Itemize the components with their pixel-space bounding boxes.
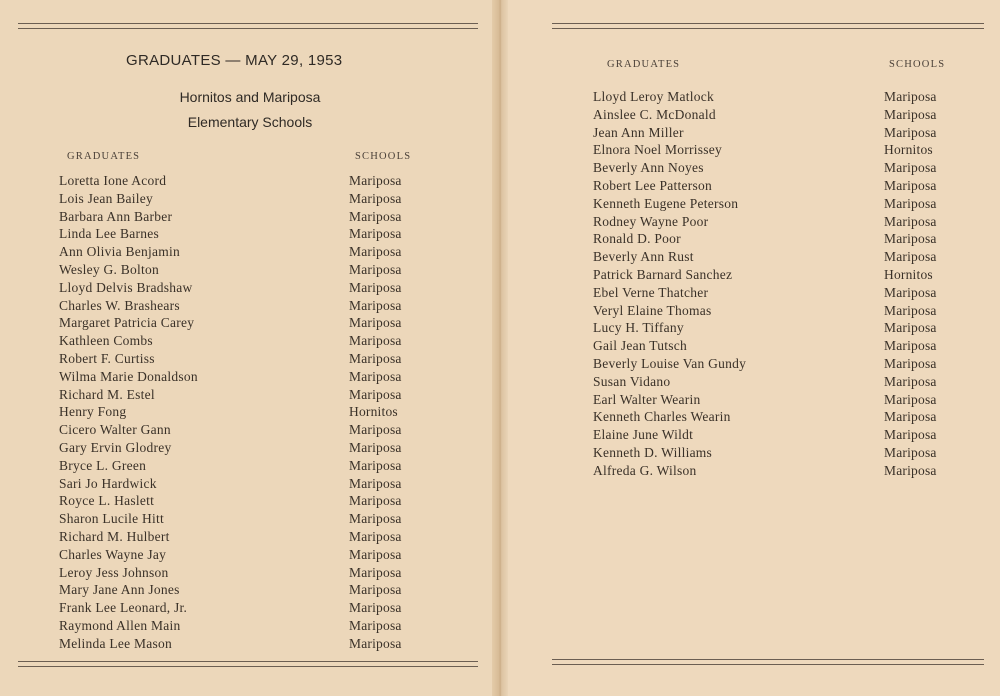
graduate-row [593, 141, 963, 159]
graduate-school: Mariposa [349, 350, 402, 366]
graduate-school: Mariposa [349, 173, 402, 188]
graduate-name: Frank Lee Leonard, Jr. [59, 600, 188, 616]
graduate-name: Rodney Wayne Poor [593, 213, 709, 229]
graduate-row [593, 177, 963, 195]
graduate-name: Cicero Walter Gann [59, 422, 171, 438]
graduate-school: Mariposa [884, 177, 937, 193]
graduate-school: Mariposa [349, 493, 402, 509]
graduate-school: Mariposa [349, 564, 402, 580]
graduate-name: Beverly Ann Noyes [593, 160, 704, 176]
graduate-school: Mariposa [349, 386, 402, 402]
graduate-name: Wesley G. Bolton [59, 261, 160, 277]
graduate-school: Hornitos [884, 142, 933, 158]
graduate-name: Lois Jean Bailey [59, 190, 153, 206]
graduate-name: Loretta Ione Acord [59, 173, 167, 188]
graduate-school: Mariposa [349, 190, 402, 206]
graduate-school: Mariposa [349, 261, 402, 277]
graduate-list-left [59, 172, 419, 653]
graduate-school: Mariposa [884, 124, 937, 140]
graduate-name: Mary Jane Ann Jones [59, 582, 180, 598]
graduate-row [59, 599, 419, 617]
graduate-school: Mariposa [884, 106, 937, 122]
graduate-school: Mariposa [349, 457, 402, 473]
graduate-row [59, 386, 419, 404]
graduate-name: Sharon Lucile Hitt [59, 511, 164, 527]
graduate-school: Mariposa [349, 226, 402, 242]
graduate-name: Jean Ann Miller [593, 124, 684, 140]
graduate-name: Richard M. Hulbert [59, 528, 170, 544]
graduate-name: Earl Walter Wearin [593, 391, 701, 407]
graduate-row [59, 332, 419, 350]
graduate-school: Mariposa [349, 582, 402, 598]
graduate-row [59, 546, 419, 564]
graduate-name: Kathleen Combs [59, 333, 153, 349]
graduate-school: Mariposa [884, 338, 937, 354]
graduate-row [59, 225, 419, 243]
graduate-row [593, 426, 963, 444]
graduate-row [593, 248, 963, 266]
graduate-name: Ann Olivia Benjamin [59, 244, 180, 260]
graduate-school: Mariposa [349, 617, 402, 633]
graduate-name: Elnora Noel Morrissey [593, 142, 722, 158]
book-gutter [492, 0, 508, 696]
graduate-school: Mariposa [884, 284, 937, 300]
graduate-row [593, 408, 963, 426]
graduate-name: Raymond Allen Main [59, 617, 181, 633]
graduate-school: Mariposa [884, 249, 937, 265]
graduate-row [593, 88, 963, 106]
graduate-school: Mariposa [884, 391, 937, 407]
graduate-name: Ainslee C. McDonald [593, 106, 716, 122]
graduate-school: Mariposa [349, 297, 402, 313]
graduate-name: Elaine June Wildt [593, 427, 694, 443]
graduate-row [59, 457, 419, 475]
graduate-row [59, 403, 419, 421]
graduate-name: Melinda Lee Mason [59, 635, 172, 651]
graduate-row [59, 208, 419, 226]
graduate-school: Mariposa [349, 439, 402, 455]
subtitle-line-1: Hornitos and Mariposa [179, 89, 321, 105]
graduate-row [59, 243, 419, 261]
graduate-name: Wilma Marie Donaldson [59, 368, 198, 384]
graduate-name: Alfreda G. Wilson [593, 462, 697, 478]
graduate-school: Mariposa [884, 355, 937, 371]
graduate-name: Veryl Elaine Thomas [593, 302, 712, 318]
graduate-name: Beverly Louise Van Gundy [593, 355, 747, 371]
graduate-school: Mariposa [349, 475, 402, 491]
graduate-school: Mariposa [884, 89, 937, 104]
graduate-school: Mariposa [349, 279, 402, 295]
graduates-column-header: GRADUATES [67, 151, 141, 162]
graduate-row [593, 124, 963, 142]
graduate-row [593, 462, 963, 480]
graduate-school: Mariposa [884, 409, 937, 425]
graduate-name: Gail Jean Tutsch [593, 338, 688, 354]
graduate-row [593, 391, 963, 409]
graduate-name: Royce L. Haslett [59, 493, 155, 509]
graduate-row [593, 106, 963, 124]
schools-column-header: SCHOOLS [355, 151, 412, 162]
graduate-school: Mariposa [884, 427, 937, 443]
graduate-row [59, 439, 419, 457]
graduate-school: Mariposa [349, 511, 402, 527]
graduate-row [59, 564, 419, 582]
graduate-name: Sari Jo Hardwick [59, 475, 157, 491]
graduate-row [59, 492, 419, 510]
graduate-name: Robert F. Curtiss [59, 350, 155, 366]
graduate-row [59, 261, 419, 279]
graduate-school: Mariposa [884, 462, 937, 478]
graduate-name: Leroy Jess Johnson [59, 564, 169, 580]
graduate-name: Beverly Ann Rust [593, 249, 694, 265]
graduate-name: Charles Wayne Jay [59, 546, 167, 562]
graduate-school: Mariposa [884, 444, 937, 460]
bottom-double-rule [552, 659, 984, 665]
graduate-name: Lloyd Leroy Matlock [593, 89, 714, 104]
schools-column-header: SCHOOLS [889, 59, 946, 70]
graduate-row [59, 635, 419, 653]
graduate-name: Henry Fong [59, 404, 127, 420]
graduate-school: Mariposa [349, 600, 402, 616]
graduate-name: Barbara Ann Barber [59, 208, 173, 224]
graduate-row [593, 159, 963, 177]
graduate-row [593, 444, 963, 462]
graduate-name: Charles W. Brashears [59, 297, 180, 313]
graduate-school: Mariposa [884, 302, 937, 318]
graduate-row [593, 337, 963, 355]
graduate-school: Hornitos [884, 266, 933, 282]
graduate-row [593, 373, 963, 391]
graduate-row [59, 279, 419, 297]
graduate-row [59, 421, 419, 439]
graduate-row [59, 350, 419, 368]
graduate-school: Hornitos [349, 404, 398, 420]
bottom-double-rule [18, 661, 478, 667]
graduate-school: Mariposa [349, 368, 402, 384]
top-double-rule [552, 23, 984, 29]
graduate-name: Ronald D. Poor [593, 231, 681, 247]
graduate-row [59, 172, 419, 190]
graduate-row [59, 190, 419, 208]
graduate-name: Robert Lee Patterson [593, 177, 712, 193]
graduate-row [59, 617, 419, 635]
top-double-rule [18, 23, 478, 29]
graduate-school: Mariposa [884, 213, 937, 229]
graduate-name: Patrick Barnard Sanchez [593, 266, 733, 282]
graduate-school: Mariposa [349, 528, 402, 544]
graduate-row [593, 355, 963, 373]
graduate-name: Linda Lee Barnes [59, 226, 159, 242]
graduate-school: Mariposa [349, 208, 402, 224]
graduate-school: Mariposa [349, 546, 402, 562]
page-title: GRADUATES — MAY 29, 1953 [126, 52, 343, 69]
graduates-column-header: GRADUATES [607, 59, 681, 70]
graduate-school: Mariposa [349, 244, 402, 260]
graduate-row [59, 314, 419, 332]
graduate-name: Susan Vidano [593, 373, 671, 389]
graduate-school: Mariposa [884, 195, 937, 211]
graduate-row [59, 297, 419, 315]
graduate-row [593, 230, 963, 248]
graduate-row [593, 284, 963, 302]
graduate-name: Margaret Patricia Carey [59, 315, 195, 331]
subtitle-line-2: Elementary Schools [187, 114, 313, 130]
graduate-row [59, 368, 419, 386]
graduate-school: Mariposa [349, 315, 402, 331]
graduate-school: Mariposa [884, 373, 937, 389]
graduate-row [59, 475, 419, 493]
graduate-row [59, 581, 419, 599]
graduate-name: Kenneth Charles Wearin [593, 409, 731, 425]
graduate-name: Gary Ervin Glodrey [59, 439, 172, 455]
graduate-name: Kenneth D. Williams [593, 444, 713, 460]
graduate-row [593, 266, 963, 284]
graduate-row [593, 213, 963, 231]
graduate-name: Kenneth Eugene Peterson [593, 195, 739, 211]
graduate-name: Richard M. Estel [59, 386, 155, 402]
graduate-school: Mariposa [884, 231, 937, 247]
graduate-row [593, 319, 963, 337]
graduate-school: Mariposa [884, 160, 937, 176]
graduate-name: Ebel Verne Thatcher [593, 284, 709, 300]
graduate-name: Bryce L. Green [59, 457, 147, 473]
graduate-school: Mariposa [884, 320, 937, 336]
graduate-name: Lloyd Delvis Bradshaw [59, 279, 193, 295]
graduate-row [59, 510, 419, 528]
graduate-row [59, 528, 419, 546]
graduate-list-right [593, 88, 963, 480]
graduate-school: Mariposa [349, 635, 402, 651]
graduate-name: Lucy H. Tiffany [593, 320, 684, 336]
graduate-row [593, 195, 963, 213]
graduate-row [593, 302, 963, 320]
graduate-school: Mariposa [349, 333, 402, 349]
graduate-school: Mariposa [349, 422, 402, 438]
